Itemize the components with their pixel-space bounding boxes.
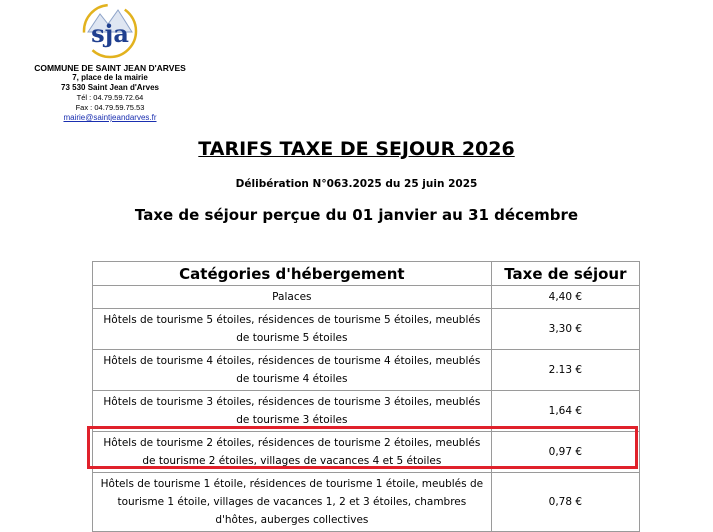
table-row [93, 473, 640, 532]
fax-number: Fax : 04.79.59.75.53 [75, 103, 145, 112]
category-cell: Hôtels de tourisme 5 étoiles, résidences de tourisme 5 étoiles, meublés de tourisme 5 étoiles [93, 309, 492, 350]
tax-cell: 2.13 € [491, 350, 639, 391]
highlight-box [87, 426, 638, 469]
page-title [0, 138, 713, 160]
category-cell: Hôtels de tourisme 1 étoile, résidences de tourisme 1 étoile, meublés de tourisme 1 étoile, villages de vacances 1, 2 et 3 étoiles, chambres d'hôtes, auberges collectives [93, 473, 492, 532]
category-cell: Hôtels de tourisme 4 étoiles, résidences de tourisme 4 étoiles, meublés de tourisme 4 étoiles [93, 350, 492, 391]
tax-cell: 0,78 € [491, 473, 639, 532]
phone-number: Tél : 04.79.59.72.64 [76, 93, 144, 102]
table-header-row [93, 262, 640, 286]
table-row [93, 309, 640, 350]
category-cell: Palaces [93, 286, 492, 309]
table-row [93, 286, 640, 309]
category-cell: Hôtels de tourisme 2 étoiles, résidences de tourisme 2 étoiles, meublés de tourisme 2 étoiles, villages de vacances 4 et 5 étoiles [93, 432, 492, 473]
tax-cell: 1,64 € [491, 391, 639, 432]
category-cell: Hôtels de tourisme 3 étoiles, résidences de tourisme 3 étoiles, meublés de tourisme 3 étoiles [93, 391, 492, 432]
table-row [93, 350, 640, 391]
address-city: 73 530 Saint Jean d'Arves [61, 83, 159, 92]
commune-logo [80, 2, 140, 60]
deliberation-reference: Délibération N°063.2025 du 25 juin 2025 [235, 178, 478, 190]
header-tax: Taxe de séjour [491, 262, 639, 286]
header-category: Catégories d'hébergement [93, 262, 492, 286]
tax-cell: 4,40 € [491, 286, 639, 309]
address-street: 7, place de la mairie [72, 73, 148, 82]
commune-address-block [20, 63, 200, 123]
tax-cell: 3,30 € [491, 309, 639, 350]
tax-cell: 0,97 € [491, 432, 639, 473]
logo-letters: sja [91, 19, 129, 48]
email-link[interactable]: mairie@saintjeandarves.fr [63, 113, 157, 122]
tariff-table [92, 261, 640, 532]
commune-name: COMMUNE DE SAINT JEAN D'ARVES [34, 63, 186, 73]
collection-period: Taxe de séjour perçue du 01 janvier au 31 décembre [134, 206, 579, 224]
page-title-text: TARIFS TAXE DE SEJOUR 2026 [198, 138, 515, 160]
